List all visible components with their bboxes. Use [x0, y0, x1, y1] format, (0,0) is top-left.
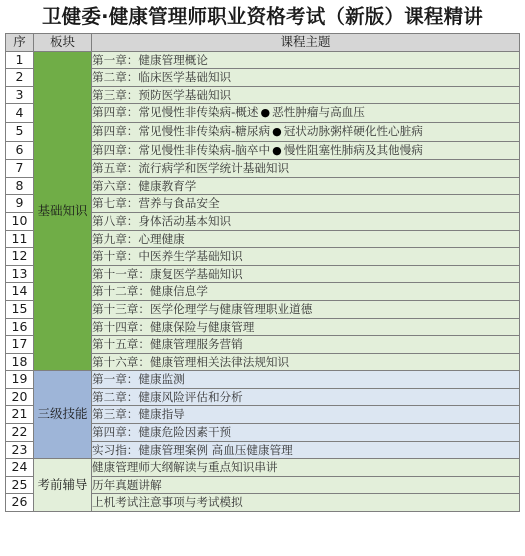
course-topic	[92, 476, 520, 494]
topic-text: 上机考试注意事项与考试模拟	[92, 495, 243, 510]
row-number: 17	[6, 336, 34, 354]
module-label: 基础知识	[34, 51, 92, 371]
row-number: 9	[6, 195, 34, 213]
topic-extra-text: 冠状动脉粥样硬化性心脏病	[283, 123, 423, 138]
course-topic	[92, 195, 520, 213]
table-row	[6, 371, 520, 389]
course-topic	[92, 265, 520, 283]
row-number: 4	[6, 104, 34, 123]
header-topic: 课程主题	[92, 34, 520, 52]
row-number: 11	[6, 230, 34, 248]
topic-text: 第四章：健康危险因素干预	[92, 425, 232, 440]
header-num: 序	[6, 34, 34, 52]
row-number: 6	[6, 141, 34, 160]
topic-text: 第一章：健康管理概论	[92, 52, 208, 67]
row-number: 21	[6, 406, 34, 424]
topic-text: 第十一章：康复医学基础知识	[92, 266, 243, 281]
row-number: 7	[6, 160, 34, 178]
topic-text: 第六章：健康教育学	[92, 178, 197, 193]
row-number: 14	[6, 283, 34, 301]
table-row	[6, 459, 520, 477]
topic-text: 第五章：流行病学和医学统计基础知识	[92, 161, 290, 176]
topic-text: 第四章：常见慢性非传染病-脑卒中	[92, 142, 271, 157]
topic-text: 健康管理师大纲解读与重点知识串讲	[92, 460, 278, 475]
module-label: 三级技能	[34, 371, 92, 459]
course-topic	[92, 388, 520, 406]
table-body	[6, 51, 520, 511]
topic-text: 第四章：常见慢性非传染病-糖尿病	[92, 123, 271, 138]
course-topic	[92, 248, 520, 266]
row-number: 23	[6, 441, 34, 459]
course-topic	[92, 86, 520, 104]
table-row	[6, 51, 520, 69]
row-number: 5	[6, 122, 34, 141]
row-number: 1	[6, 51, 34, 69]
course-topic	[92, 212, 520, 230]
course-topic	[92, 336, 520, 354]
course-topic	[92, 353, 520, 371]
course-topic	[92, 283, 520, 301]
course-topic	[92, 177, 520, 195]
row-number: 2	[6, 69, 34, 87]
module-label: 考前辅导	[34, 459, 92, 512]
page-title: 卫健委·健康管理师职业资格考试（新版）课程精讲	[41, 5, 483, 28]
topic-text: 第四章：常见慢性非传染病-概述	[92, 105, 259, 120]
topic-text: 第三章：健康指导	[92, 407, 185, 422]
bullet-icon: ●	[272, 124, 282, 138]
topic-text: 第八章：身体活动基本知识	[92, 213, 232, 228]
topic-text: 第十章：中医养生学基础知识	[92, 249, 243, 264]
row-number: 24	[6, 459, 34, 477]
row-number: 19	[6, 371, 34, 389]
topic-extra-text: 慢性阻塞性肺病及其他慢病	[283, 142, 423, 157]
course-table	[5, 33, 520, 512]
row-number: 12	[6, 248, 34, 266]
topic-extra-text: 恶性肿瘤与高血压	[272, 105, 365, 120]
topic-text: 第十六章：健康管理相关法律法规知识	[92, 354, 290, 369]
course-topic	[92, 69, 520, 87]
row-number: 15	[6, 300, 34, 318]
topic-text: 第二章：健康风险评估和分析	[92, 389, 243, 404]
course-topic	[92, 230, 520, 248]
row-number: 16	[6, 318, 34, 336]
row-number: 10	[6, 212, 34, 230]
topic-text: 第十五章：健康管理服务营销	[92, 337, 243, 352]
course-topic	[92, 424, 520, 442]
topic-text: 第十二章：健康信息学	[92, 284, 208, 299]
row-number: 25	[6, 476, 34, 494]
topic-text: 第七章：营养与食品安全	[92, 196, 220, 211]
bullet-icon: ●	[272, 143, 282, 157]
row-number: 18	[6, 353, 34, 371]
row-number: 26	[6, 494, 34, 512]
course-topic	[92, 459, 520, 477]
course-topic	[92, 160, 520, 178]
header-module: 板块	[34, 34, 92, 52]
table-header-row	[6, 34, 520, 52]
topic-text: 第十三章：医学伦理学与健康管理职业道德	[92, 301, 313, 316]
course-topic	[92, 122, 520, 141]
topic-text: 第三章：预防医学基础知识	[92, 87, 232, 102]
row-number: 20	[6, 388, 34, 406]
course-topic	[92, 371, 520, 389]
topic-text: 实习指：健康管理案例 高血压健康管理	[92, 442, 293, 457]
course-topic	[92, 51, 520, 69]
topic-text: 历年真题讲解	[92, 477, 162, 492]
course-topic	[92, 441, 520, 459]
bullet-icon: ●	[260, 106, 271, 120]
row-number: 22	[6, 424, 34, 442]
course-topic	[92, 300, 520, 318]
course-topic	[92, 494, 520, 512]
course-topic	[92, 141, 520, 160]
topic-text: 第九章：心理健康	[92, 231, 185, 246]
row-number: 3	[6, 86, 34, 104]
row-number: 13	[6, 265, 34, 283]
row-number: 8	[6, 177, 34, 195]
topic-text: 第二章：临床医学基础知识	[92, 70, 232, 85]
course-topic	[92, 406, 520, 424]
course-topic	[92, 104, 520, 123]
course-topic	[92, 318, 520, 336]
topic-text: 第一章：健康监测	[92, 372, 185, 387]
topic-text: 第十四章：健康保险与健康管理	[92, 319, 255, 334]
